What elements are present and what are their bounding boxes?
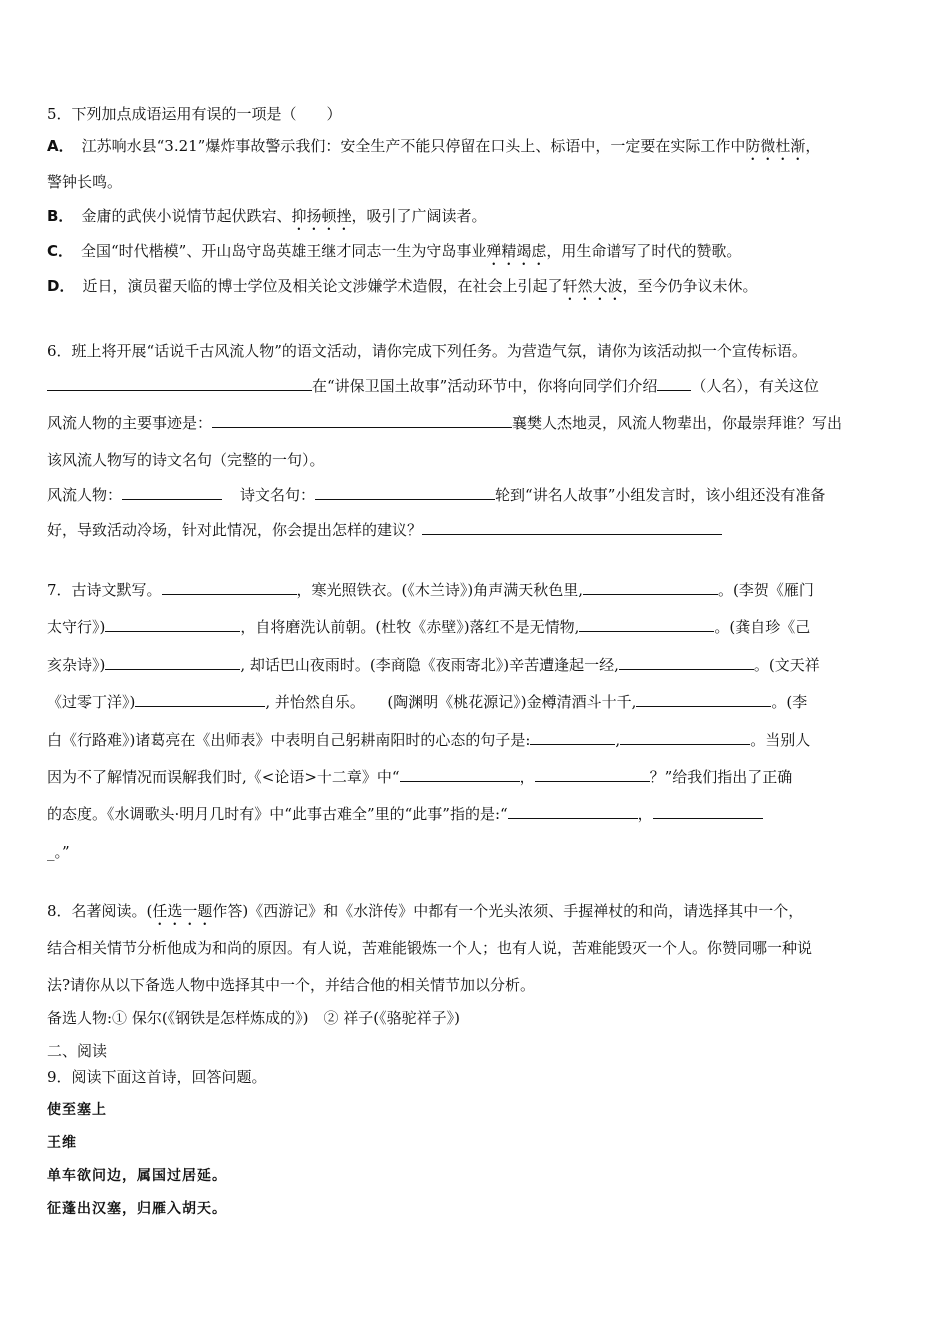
q8-text: 8．名著阅读。(: [47, 902, 153, 920]
answer-blank[interactable]: [105, 655, 240, 670]
q7-text: 的态度。《水调歌头·明月几时有》中“此事古难全”里的“此事”指的是:“: [47, 805, 508, 823]
answer-blank[interactable]: [579, 617, 714, 632]
answer-blank[interactable]: [47, 376, 312, 391]
option-text-end: ，吸引了广阔读者。: [351, 207, 487, 225]
q8-text: 作答)《西游记》和《水浒传》中都有一个光头浓须、手握禅杖的和尚，请选择其中一个，: [212, 902, 804, 920]
q6-line2: [47, 376, 819, 396]
answer-blank[interactable]: [508, 804, 638, 819]
q6-line6: [47, 520, 722, 540]
q6-text: 风流人物的主要事迹是：: [47, 414, 213, 432]
q7-text: , 并怡然自乐。 (陶渊明《桃花源记》)金樽清酒斗十千,: [265, 693, 637, 711]
q9-stem: 9．阅读下面这首诗，回答问题。: [47, 1068, 267, 1086]
q7-line4: [47, 692, 807, 712]
q5-option-c: [47, 241, 741, 269]
option-text-end: ，用生命谱写了时代的赞歌。: [546, 242, 742, 260]
q5-option-b: [47, 206, 486, 234]
q6-text: 在“讲保卫国土故事”活动环节中，你将向同学们介绍: [312, 377, 658, 395]
dotted-phrase: 任选一题: [152, 902, 213, 920]
q6-text: （人名），有关这位: [691, 377, 819, 395]
answer-blank[interactable]: [620, 730, 750, 745]
q8-line3: 法?请你从以下备选人物中选择其中一个，并结合他的相关情节加以分析。: [47, 976, 536, 994]
q7-text: ？”给我们指出了正确: [649, 768, 793, 786]
poem-title: 使至塞上: [47, 1102, 107, 1118]
q7-line1: [47, 580, 814, 600]
q5-option-d: [47, 276, 758, 304]
answer-blank[interactable]: [122, 485, 222, 500]
q7-text: 因为不了解情况而误解我们时,《<论语>十二章》中“: [47, 768, 400, 786]
poem-line: 单车欲问边，属国过居延。: [47, 1168, 227, 1184]
option-letter: A．: [47, 137, 74, 155]
option-text-end: ，至今仍争议未休。: [622, 277, 758, 295]
q7-text: 。当别人: [750, 731, 811, 749]
answer-blank[interactable]: [422, 520, 722, 535]
answer-blank[interactable]: [619, 655, 754, 670]
q7-text: 白《行路难》)诸葛亮在《出师表》中表明自己躬耕南阳时的心态的句子是:: [47, 731, 531, 749]
answer-blank[interactable]: [135, 692, 265, 707]
q7-text: 。(龚自珍《己: [714, 618, 811, 636]
option-letter: C．: [47, 242, 74, 260]
q5-option-a: [47, 136, 820, 164]
dotted-idiom: 防微杜渐: [745, 137, 806, 155]
q7-line8: _。”: [47, 843, 70, 861]
answer-blank[interactable]: [212, 413, 512, 428]
dotted-idiom: 殚精竭虑: [486, 242, 547, 260]
q7-line7: [47, 804, 763, 824]
q6-line1: 6．班上将开展“话说千古风流人物”的语文活动，请你完成下列任务。为营造气氛，请你为该活动拟一个宣传标语。: [47, 342, 807, 360]
q7-text: ，: [637, 805, 653, 823]
q7-text: 亥杂诗》): [47, 656, 106, 674]
q7-text: 。(李: [771, 693, 808, 711]
answer-blank[interactable]: [653, 804, 763, 819]
option-text: 近日，演员翟天临的博士学位及相关论文涉嫌学术造假，在社会上引起了: [82, 277, 563, 295]
q6-text: 好，导致活动冷场，针对此情况，你会提出怎样的建议？: [47, 521, 423, 539]
q7-text: 7．古诗文默写。: [47, 581, 162, 599]
answer-blank[interactable]: [535, 767, 650, 782]
option-text: 江苏响水县“3.21”爆炸事故警示我们：安全生产不能只停留在口头上、标语中，一定要在实际工作中: [81, 137, 746, 155]
q7-text: , 却话巴山夜雨时。(李商隐《夜雨寄北》)辛苦遭逢起一经,: [240, 656, 619, 674]
option-text: 金庸的武侠小说情节起伏跌宕、: [81, 207, 292, 225]
q7-line2: [47, 617, 810, 637]
option-text-end: ，: [805, 137, 821, 155]
q7-text: ,: [615, 731, 621, 749]
q7-text: 《过零丁洋》): [47, 693, 136, 711]
q6-text: 轮到“讲名人故事”小组发言时，该小组还没有准备: [495, 486, 826, 504]
q7-line5: [47, 730, 810, 750]
answer-blank[interactable]: [105, 617, 240, 632]
q6-text: 诗文名句：: [240, 486, 316, 504]
q7-text: 。(文天祥: [753, 656, 820, 674]
q7-text: ，自将磨洗认前朝。(杜牧《赤壁》)落红不是无情物,: [240, 618, 580, 636]
q8-line1: [47, 901, 803, 929]
q8-line4: 备选人物:① 保尔(《钢铁是怎样炼成的》) ② 祥子(《骆驼祥子》): [47, 1009, 461, 1027]
q6-line5: [47, 485, 825, 505]
q5-stem: 5．下列加点成语运用有误的一项是（ ）: [47, 105, 342, 123]
option-text: 全国“时代楷模”、开山岛守岛英雄王继才同志一生为守岛事业: [81, 242, 487, 260]
answer-blank[interactable]: [583, 580, 718, 595]
dotted-idiom: 抑扬顿挫: [291, 207, 352, 225]
poem-line: 征蓬出汉塞，归雁入胡天。: [47, 1201, 227, 1217]
answer-blank[interactable]: [530, 730, 615, 745]
q7-line6: [47, 767, 792, 787]
q7-text: 。(李贺《雁门: [718, 581, 814, 599]
q8-line2: 结合相关情节分析他成为和尚的原因。有人说，苦难能锻炼一个人；也有人说，苦难能毁灭一个人。你赞同哪一种说: [47, 939, 813, 957]
q5-option-a-line2: 警钟长鸣。: [47, 173, 123, 191]
section-heading: 二、阅读: [47, 1042, 108, 1060]
q7-text: ，: [519, 768, 535, 786]
answer-blank[interactable]: [657, 376, 691, 391]
answer-blank[interactable]: [315, 485, 495, 500]
q6-text: 风流人物：: [47, 486, 123, 504]
answer-blank[interactable]: [636, 692, 771, 707]
poem-author: 王维: [47, 1135, 77, 1151]
answer-blank[interactable]: [400, 767, 520, 782]
option-letter: D．: [47, 277, 75, 295]
option-letter: B．: [47, 207, 74, 225]
q6-line3: [47, 413, 842, 433]
answer-blank[interactable]: [162, 580, 297, 595]
q7-line3: [47, 655, 820, 675]
q6-line4: 该风流人物写的诗文名句（完整的一句）。: [47, 451, 325, 469]
q6-text: 襄樊人杰地灵，风流人物辈出，你最崇拜谁？写出: [512, 414, 843, 432]
q7-text: 太守行》): [47, 618, 106, 636]
q7-text: ，寒光照铁衣。(《木兰诗》)角声满天秋色里,: [296, 581, 584, 599]
dotted-idiom: 轩然大波: [562, 277, 623, 295]
